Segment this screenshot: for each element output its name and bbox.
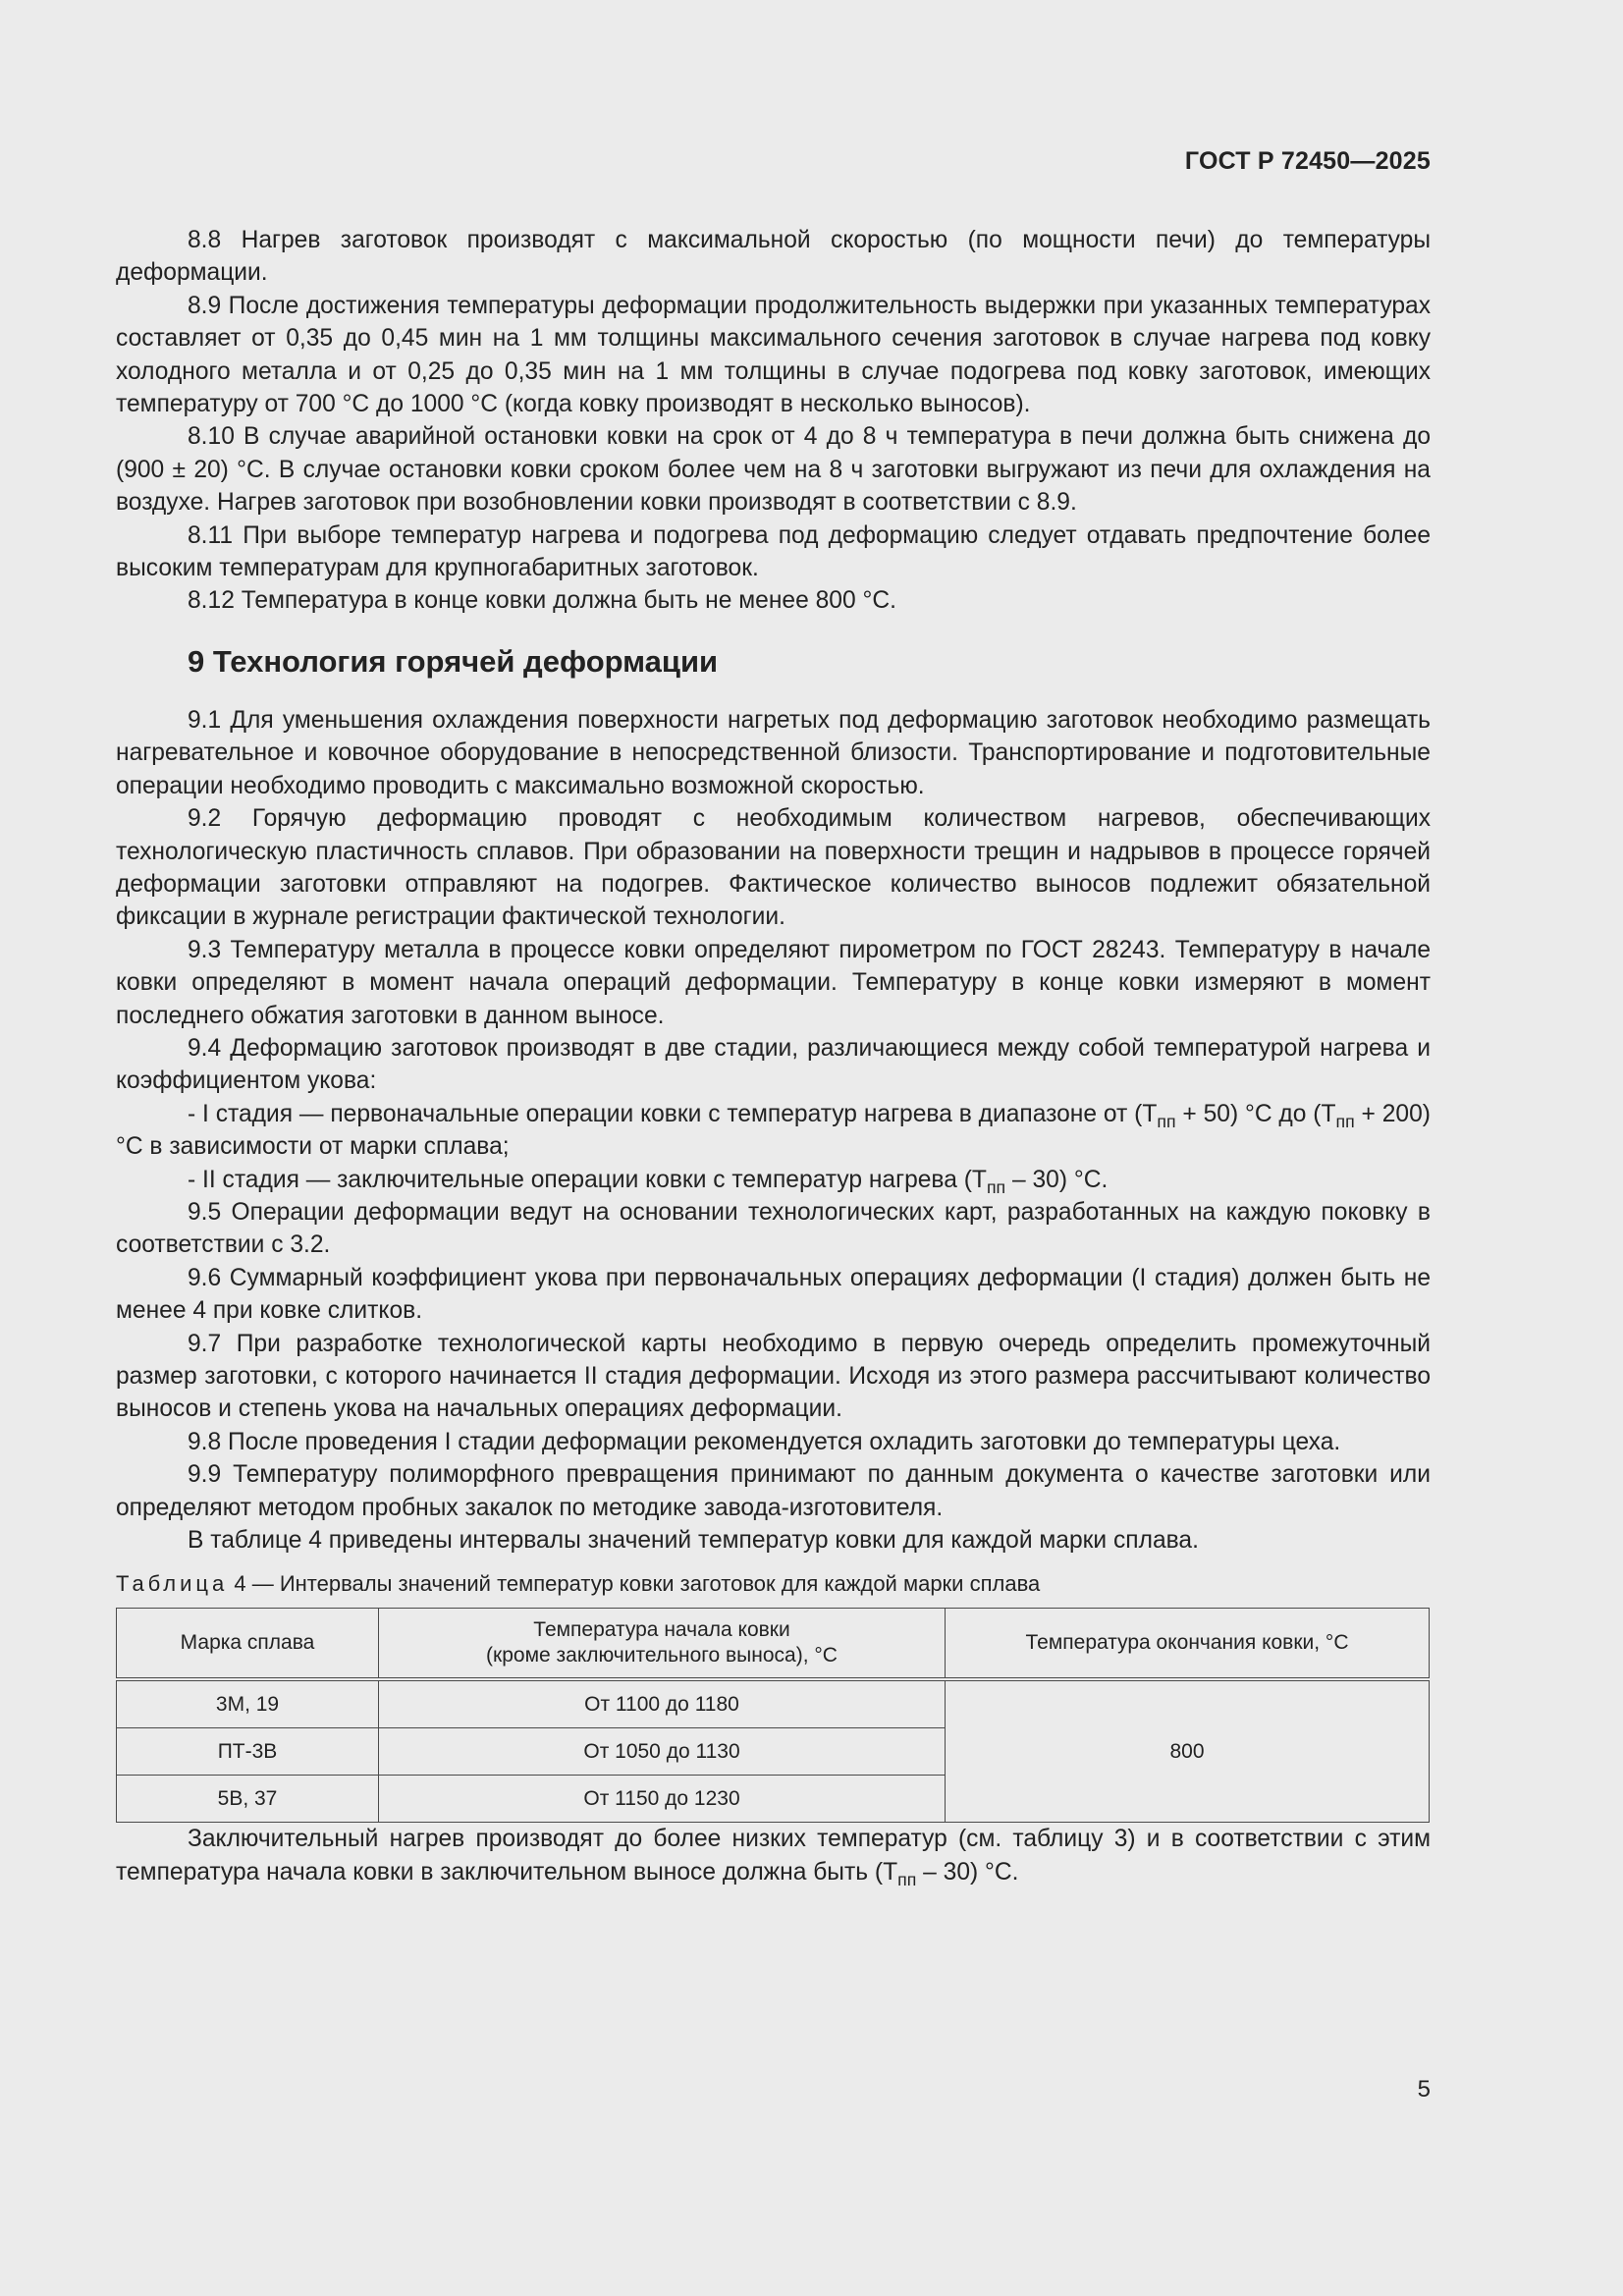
cell-end-temp: 800: [946, 1679, 1430, 1823]
paragraph-9-9: 9.9 Температуру полиморфного превращения принимают по данным документа о качестве заготовки или определяют методом пробных закалок по методике завода-изготовителя.: [116, 1461, 1431, 1521]
header-end-temp: Температура окончания ковки, °С: [946, 1609, 1430, 1680]
document-code: ГОСТ Р 72450—2025: [1184, 147, 1431, 175]
paragraph-9-2: 9.2 Горячую деформацию проводят с необходимым количеством нагревов, обеспечивающих технологическую пластичность сплавов. При образовании на поверхности трещин и надрывов в процессе горячей деформации заготовки отправляют на подогрев. Фактическое количество выносов подлежит обязательной фиксации в журнале регистрации фактической технологии.: [116, 805, 1431, 931]
final-text-a: Заключительный нагрев производят до более низких температур (см. таблицу 3) и в соответствии с этим температура начала ковки в заключительном выносе должна быть (Т: [116, 1826, 1431, 1886]
cell-alloy: ПТ-3В: [117, 1728, 379, 1776]
page-number: 5: [1417, 2076, 1431, 2103]
paragraph-9-4: 9.4 Деформацию заготовок производят в две стадии, различающиеся между собой температурой нагрева и коэффициентом укова:: [116, 1034, 1431, 1095]
table-caption-text: 4 — Интервалы значений температур ковки заготовок для каждой марки сплава: [228, 1571, 1041, 1597]
table-caption-label: Таблица: [116, 1571, 229, 1597]
stage-2-text-a: - II стадия — заключительные операции ковки с температур нагрева (Т: [188, 1166, 987, 1193]
paragraph-8-9: 8.9 После достижения температуры деформации продолжительность выдержки при указанных температурах составляет от 0,35 до 0,45 мин на 1 мм толщины максимального сечения заготовок в случае нагрева под ковку холодного металла и от 0,25 до 0,35 мин на 1 мм толщины в случае подогрева под ковку заготовок, имеющих температуру от 700 °С до 1000 °С (когда ковку производят в несколько выносов).: [116, 292, 1431, 418]
header-start-temp-line1: Температура начала ковки: [533, 1618, 790, 1642]
stage-1-text-b: + 50) °С до (Т: [1175, 1100, 1336, 1127]
paragraph-9-1: 9.1 Для уменьшения охлаждения поверхности нагретых под деформацию заготовок необходимо размещать нагревательное и ковочное оборудование в непосредственной близости. Транспортирование и подготовительные операции необходимо проводить с максимально возможной скоростью.: [116, 706, 1431, 799]
document-body: [116, 224, 1431, 1888]
cell-start-temp: От 1050 до 1130: [379, 1728, 946, 1776]
subscript-pp: пп: [1335, 1111, 1355, 1131]
stage-1-text-a: - I стадия — первоначальные операции ковки с температур нагрева в диапазоне от (Т: [188, 1100, 1158, 1127]
subscript-pp: пп: [986, 1176, 1006, 1197]
paragraph-9-3: 9.3 Температуру металла в процессе ковки определяют пирометром по ГОСТ 28243. Температуру в начале ковки определяют в момент начала операций деформации. Температуру в конце ковки измеряют в момент последнего обжатия заготовки в данном выносе.: [116, 936, 1431, 1029]
final-text-b: – 30) °С.: [916, 1858, 1019, 1886]
cell-alloy: 3М, 19: [117, 1679, 379, 1728]
stage-1-item: [116, 1098, 1431, 1164]
temperature-table: [116, 1608, 1430, 1823]
header-alloy: Марка сплава: [117, 1609, 379, 1680]
stage-2-text-b: – 30) °С.: [1005, 1166, 1109, 1193]
table-caption: [116, 1570, 1431, 1598]
table-row: [117, 1679, 1430, 1728]
paragraph-9-7: 9.7 При разработке технологической карты необходимо в первую очередь определить промежуточный размер заготовки, с которого начинается II стадия деформации. Исходя из этого размера рассчитывают количество выносов и степень укова на начальных операциях деформации.: [116, 1330, 1431, 1423]
paragraph-9-5: 9.5 Операции деформации ведут на основании технологических карт, разработанных на каждую поковку в соответствии с 3.2.: [116, 1198, 1431, 1259]
cell-alloy: 5В, 37: [117, 1776, 379, 1823]
paragraph-table-intro: В таблице 4 приведены интервалы значений температур ковки для каждой марки сплава.: [188, 1527, 1199, 1555]
paragraph-9-8: 9.8 После проведения I стадии деформации рекомендуется охладить заготовки до температуры цеха.: [188, 1428, 1341, 1455]
paragraph-8-12: 8.12 Температура в конце ковки должна быть не менее 800 °С.: [188, 587, 896, 615]
final-paragraph: [116, 1823, 1431, 1888]
section-heading: 9 Технология горячей деформации: [188, 643, 719, 679]
paragraph-8-11: 8.11 При выборе температур нагрева и подогрева под деформацию следует отдавать предпочтение более высоким температурам для крупногабаритных заготовок.: [116, 521, 1431, 582]
header-start-temp-line2: (кроме заключительного выноса), °С: [486, 1644, 838, 1667]
paragraph-8-10: 8.10 В случае аварийной остановки ковки на срок от 4 до 8 ч температура в печи должна быть снижена до (900 ± 20) °С. В случае остановки ковки сроком более чем на 8 ч заготовки выгружают из печи для охлаждения на воздухе. Нагрев заготовок при возобновлении ковки производят в соответствии с 8.9.: [116, 423, 1431, 517]
subscript-pp: пп: [1157, 1111, 1176, 1131]
subscript-pp: пп: [897, 1870, 917, 1890]
header-start-temp: [379, 1609, 946, 1680]
stage-1-text-c: + 200) °С в зависимости от марки сплава;: [116, 1100, 1431, 1161]
cell-start-temp: От 1150 до 1230: [379, 1776, 946, 1823]
table-header-row: [117, 1609, 1430, 1680]
stage-2-item: [116, 1164, 1431, 1196]
cell-start-temp: От 1100 до 1180: [379, 1679, 946, 1728]
paragraph-8-8: 8.8 Нагрев заготовок производят с максимальной скоростью (по мощности печи) до температуры деформации.: [116, 227, 1431, 287]
paragraph-9-6: 9.6 Суммарный коэффициент укова при первоначальных операциях деформации (I стадия) должен быть не менее 4 при ковке слитков.: [116, 1264, 1431, 1325]
